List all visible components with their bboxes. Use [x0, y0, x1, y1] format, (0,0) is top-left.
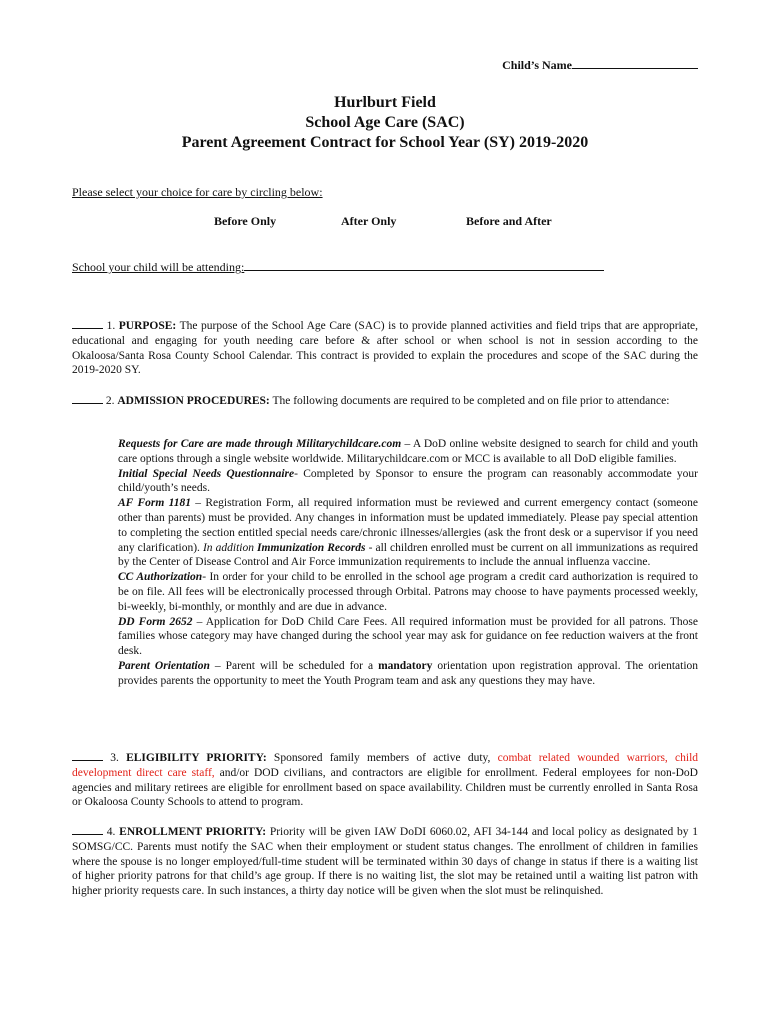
initial-blank-3[interactable] — [72, 750, 103, 761]
enrollment-heading: ENROLLMENT PRIORITY: — [119, 826, 267, 838]
admission-text: The following documents are required to be completed and on file prior to attendance: — [272, 395, 670, 407]
section-enrollment: 4. ENROLLMENT PRIORITY: Priority will be given IAW DoDI 6060.02, AFI 34-144 and local policy as designated by 1 SOMSG/CC. Parents must notify the SAC when their employment or student status changes. The enrollment of children in families where the spouse is no longer employed/full-time student will be terminated within 30 days of change in status if there is a waiting list of higher priority patrons for that child’s age group. If there is no waiting list, the slot may be retained until a waiting list patron with higher priority requests care. In such instances, a thirty day notice will be given when the slot must be relinquished. — [72, 826, 699, 898]
purpose-heading: PURPOSE: — [118, 320, 177, 332]
choice-before-and-after[interactable]: Before and After — [466, 214, 552, 228]
section-purpose: 1. PURPOSE: The purpose of the School Age Care (SAC) is to provide planned activities and field trips that are appropriate, educational and engaging for youth needing care before & after school or when school is not in session according to the Okaloosa/Santa Rosa County School Calendar. This contract is provided to explain the procedures and scope of the SAC during the 2019-2020 SY. — [72, 320, 699, 377]
item-parent-orientation: Parent Orientation – Parent will be scheduled for a mandatory orientation upon registration approval. The orientation provides parents the opportunity to meet the Youth Program team and ask any questions they may have. — [118, 659, 699, 687]
enrollment-text: Priority will be given IAW DoDI 6060.02, AFI 34-144 and local policy as designated by 1 SOMSG/CC. Parents must notify the SAC when their employment or student status changes. The enrollment of children in families where the spouse is no longer employed/full-time student will be terminated within 30 days of change in status if there is a waiting list of higher priority patrons for that child’s age group. If there is no waiting list, the slot may be retained until a waiting list patron with higher priority requests care. In such instances, a thirty day notice will be given when the slot must be relinquished. — [72, 826, 699, 898]
title-line-2: School Age Care (SAC) — [305, 114, 465, 131]
choice-before-only[interactable]: Before Only — [214, 214, 277, 228]
school-label: School your child will be attending: — [72, 260, 245, 274]
title-line-3: Parent Agreement Contract for School Year (SY) 2019-2020 — [181, 134, 589, 151]
document-title — [0, 93, 770, 153]
item-cc-authorization: CC Authorization- In order for your child to be enrolled in the school age program a credit card authorization is required to be on file. All fees will be electronically processed through Orbital. Patrons may choose to have payments processed weekly, bi-weekly, bi-monthly, or monthly and are due in advance. — [118, 571, 698, 613]
school-line[interactable] — [244, 259, 604, 271]
admission-heading: ADMISSION PROCEDURES: — [117, 395, 270, 407]
care-choice-prompt: Please select your choice for care by circling below: — [72, 185, 323, 199]
item-requests-for-care: Requests for Care are made through Militarychildcare.com – A DoD online website designed to search for child and youth care options through a single website worldwide. Militarychildcare.com or MCC is available to all DoD eligible families. — [118, 438, 699, 465]
item-dd-form-2652: DD Form 2652 – Application for DoD Child Care Fees. All required information must be provided for all patrons. Those families whose category may have changed during the school year may ask for guidance on fee reduction waivers at the front desk. — [118, 615, 698, 658]
initial-blank-4[interactable] — [72, 824, 103, 835]
child-name-field[interactable] — [502, 57, 698, 73]
item-special-needs-questionnaire: Initial Special Needs Questionnaire- Completed by Sponsor to ensure the program can reasonably accommodate your child/youth’s needs. — [118, 467, 699, 495]
choice-after-only[interactable]: After Only — [341, 214, 397, 228]
school-field[interactable] — [72, 259, 604, 275]
purpose-text: The purpose of the School Age Care (SAC) is to provide planned activities and field trips that are appropriate, educational and engaging for youth needing care before & after school or when school is not in session according to the Okaloosa/Santa Rosa County School Calendar. This contract is provided to explain the procedures and scope of the SAC during the 2019-2020 SY. — [72, 320, 699, 377]
child-name-line[interactable] — [572, 57, 698, 69]
title-line-1: Hurlburt Field — [334, 94, 436, 111]
section-admission: 2. ADMISSION PROCEDURES: The following documents are required to be completed and on file prior to attendance: — [72, 393, 698, 409]
section-eligibility: 3. ELIGIBILITY PRIORITY: Sponsored family members of active duty, combat related wounded warriors, child development direct care staff, and/or DOD civilians, and contractors are eligible for enrollment. Federal employees for non-DoD agencies and military retirees are eligible for enrollment based on space availability. Children must be currently enrolled in Santa Rosa or Okaloosa County Schools to attend to program. — [72, 752, 699, 809]
initial-blank-2[interactable] — [72, 393, 103, 404]
admission-items — [118, 437, 698, 689]
eligibility-heading: ELIGIBILITY PRIORITY: — [126, 752, 267, 764]
eligibility-red-text: combat related wounded warriors, child development direct care staff, — [72, 752, 699, 779]
child-name-label: Child’s Name — [502, 58, 572, 72]
item-af-form-1181: AF Form 1181 – Registration Form, all required information must be reviewed and current emergency contact (someone other than parents) must be provided. Any changes in information must be updated immediately. Please pay special attention to completing the section entitled special needs care/chronic illnesses/allergies (ask the front desk or a supervisor if you need any clarification). In addition Immunization Records - all children enrolled must be current on all immunizations as required by the Center of Disease Control and Air Force immunization requirements to include the annual influenza vaccine. — [118, 497, 698, 569]
initial-blank-1[interactable] — [72, 318, 103, 329]
